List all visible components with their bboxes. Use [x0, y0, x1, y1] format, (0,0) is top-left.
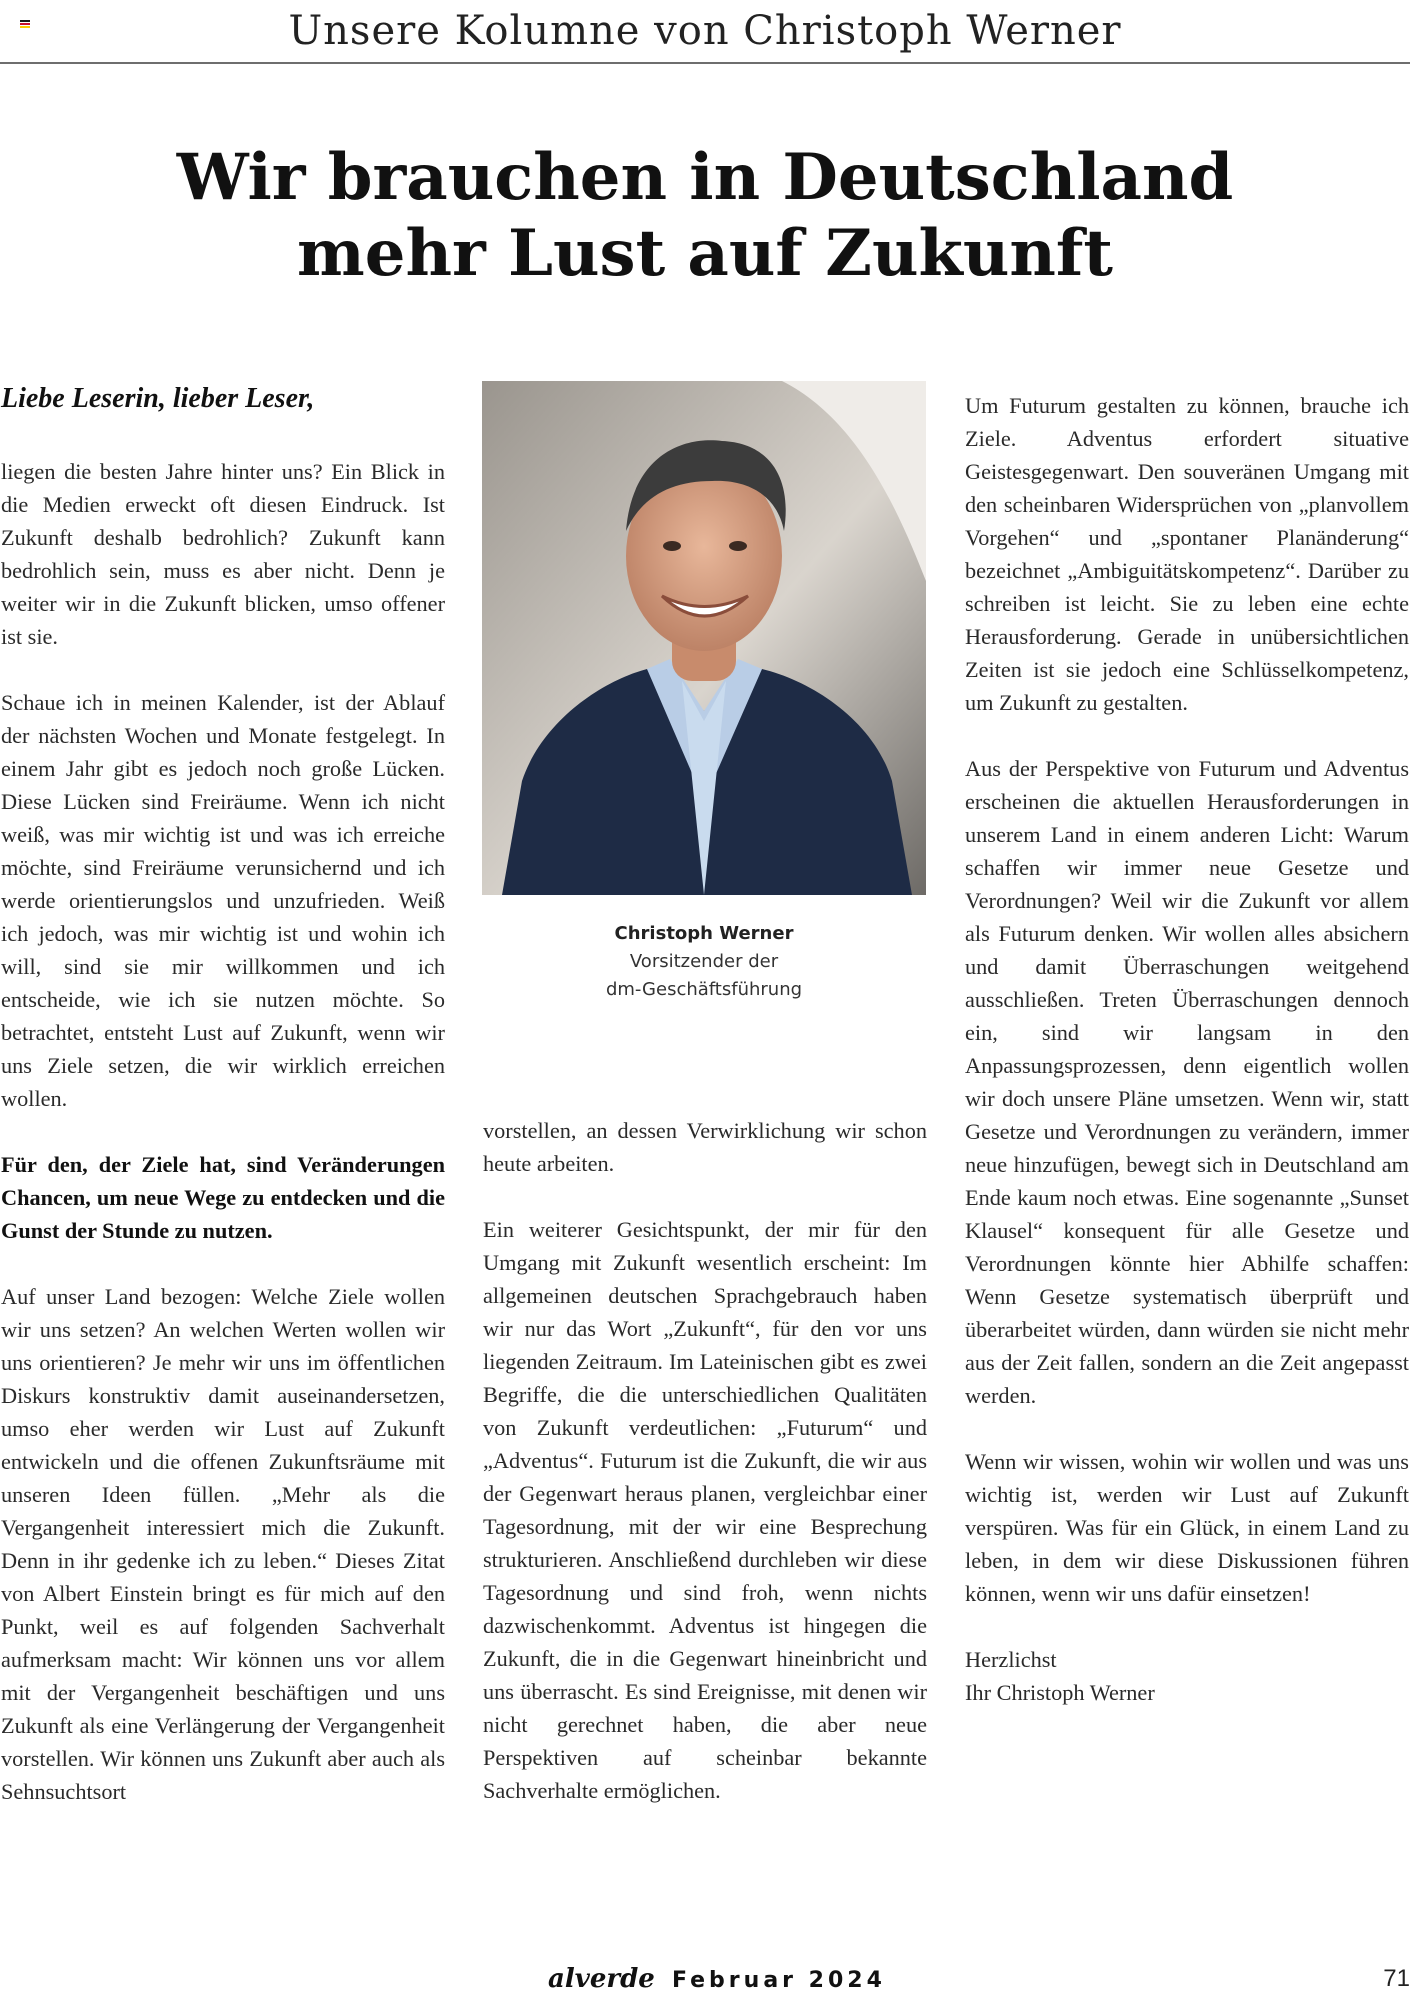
headline-line-2: mehr Lust auf Zukunft: [297, 216, 1113, 291]
paragraph: Aus der Perspektive von Futurum und Adventus erscheinen die aktuellen Herausforderungen in unserem Land in einem anderen Licht: Warum schaffen wir immer neue Gesetze und Verordnungen? Weil wir die Zukunft vor allem als Futurum denken. Wir wollen alles absichern und damit Überraschungen weitgehend ausschließen. Treten Überraschungen dennoch ein, sind wir langsam in den Anpassungsprozessen, denn eigentlich wollen wir doch unsere Pläne umsetzen. Wenn wir, statt Gesetze und Verordnungen zu verändern, immer neue hinzufügen, bewegt sich in Deutschland am Ende kaum noch etwas. Eine sogenannte „Sunset Klausel“ konsequent für alle Gesetze und Verordnungen könnte hier Abhilfe schaffen: Wenn Gesetze systematisch überprüft und überarbeitet würden, dann würden sie nicht mehr aus der Zeit fallen, sondern an die Zeit angepasst werden.: [965, 756, 1409, 1408]
paragraph: liegen die besten Jahre hinter uns? Ein Blick in die Medien erweckt oft diesen Eindruck. Ist Zukunft deshalb bedrohlich? Zukunft kann bedrohlich sein, muss es aber nicht. Denn je weiter wir in die Zukunft blicken, umso offener ist sie.: [1, 459, 445, 649]
paragraph: Ein weiterer Gesichtspunkt, der mir für den Umgang mit Zukunft wesentlich erscheint: Im allgemeinen deutschen Sprachgebrauch haben wir nur das Wort „Zukunft“, für den vor uns liegenden Zeitraum. Im Lateinischen gibt es zwei Begriffe, die die unterschiedlichen Qualitäten von Zukunft verdeutlichen: „Futurum“ und „Adventus“. Futurum ist die Zukunft, die wir aus der Gegenwart heraus planen, vergleichbar einer Tagesordnung, mit der wir eine Besprechung strukturieren. Anschließend durchleben wir diese Tagesordnung und sind froh, wenn nichts dazwischenkommt. Adventus ist hingegen die Zukunft, die in die Gegenwart hineinbricht und uns überrascht. Es sind Ereignisse, mit denen wir nicht gerechnet haben, die aber neue Perspektiven auf scheinbar bekannte Sachverhalte ermöglichen.: [483, 1217, 927, 1803]
closing-line: Herzlichst: [965, 1647, 1057, 1672]
headline-line-1: Wir brauchen in Deutschland: [176, 140, 1234, 215]
article-column-right: [965, 389, 1409, 1709]
paragraph: Auf unser Land bezogen: Welche Ziele wollen wir uns setzen? An welchen Werten wollen wir uns orientieren? Je mehr wir uns im öffentlichen Diskurs konstruktiv damit auseinandersetzen, umso eher werden wir Lust auf Zukunft entwickeln und die offenen Zukunftsräume mit unseren Ideen füllen. „Mehr als die Vergangenheit interessiert mich die Zukunft. Denn in ihr gedenke ich zu leben.“ Dieses Zitat von Albert Einstein bringt es für mich auf den Punkt, weil es auf folgenden Sachverhalt aufmerksam macht: Wir können uns vor allem mit der Vergangenheit beschäftigen und uns Zukunft als eine Verlängerung der Vergangenheit vorstellen. Wir können uns Zukunft aber auch als Sehnsuchtsort: [1, 1284, 445, 1804]
brand-logo: alverde: [548, 1964, 655, 1994]
page-number: 71: [1383, 1965, 1410, 1992]
paragraph: Wenn wir wissen, wohin wir wollen und was uns wichtig ist, werden wir Lust auf Zukunft verspüren. Was für ein Glück, in einem Land zu leben, in dem wir diese Diskussionen führen können, wenn wir uns dafür einsetzen!: [965, 1449, 1409, 1606]
page-footer: [0, 1964, 1410, 2000]
caption-role-line-1: Vorsitzender der: [629, 951, 779, 972]
paragraph: Schaue ich in meinen Kalender, ist der Ablauf der nächsten Wochen und Monate festgelegt. In einem Jahr gibt es jedoch noch große Lücken. Diese Lücken sind Freiräume. Wenn ich nicht weiß, was mir wichtig ist und was ich erreiche möchte, sind Freiräume verunsichernd und ich werde orientierungslos und unzufrieden. Weiß ich jedoch, was mir wichtig ist und wohin ich will, sind sie mir willkommen und ich entscheide, wie ich sie nutzen möchte. So betrachtet, entsteht Lust auf Zukunft, wenn wir uns Ziele setzen, die wir wirklich erreichen wollen.: [1, 690, 445, 1111]
salutation: Liebe Leserin, lieber Leser,: [1, 383, 315, 414]
column-header: [0, 0, 1410, 64]
article-column-left: [1, 455, 445, 1808]
caption-name: Christoph Werner: [614, 923, 794, 944]
article-headline: [0, 140, 1410, 292]
article-column-middle: [483, 1114, 927, 1807]
author-portrait: [482, 381, 926, 895]
paragraph: Um Futurum gestalten zu können, brauche ich Ziele. Adventus erfordert situative Geistesgegenwart. Den souveränen Umgang mit den scheinbaren Widersprüchen von „planvollem Vorgehen“ und „spontaner Planänderung“ bezeichnet „Ambiguitätskompetenz“. Darüber zu schreiben ist leicht. Sie zu leben eine echte Herausforderung. Gerade in unübersichtlichen Zeiten ist sie jedoch eine Schlüsselkompetenz, um Zukunft zu gestalten.: [965, 393, 1409, 715]
pull-quote: Für den, der Ziele hat, sind Veränderungen Chancen, um neue Wege zu entdecken und die Gunst der Stunde zu nutzen.: [1, 1152, 445, 1243]
signature-line: Ihr Christoph Werner: [965, 1680, 1155, 1705]
issue-date: Februar 2024: [672, 1968, 886, 1993]
caption-role-line-2: dm-Geschäftsführung: [605, 979, 803, 1000]
paragraph: vorstellen, an dessen Verwirklichung wir schon heute arbeiten.: [483, 1118, 927, 1176]
portrait-illustration: [482, 381, 926, 895]
portrait-caption: [482, 920, 926, 1004]
column-label: Unsere Kolumne von Christoph Werner: [288, 8, 1122, 54]
